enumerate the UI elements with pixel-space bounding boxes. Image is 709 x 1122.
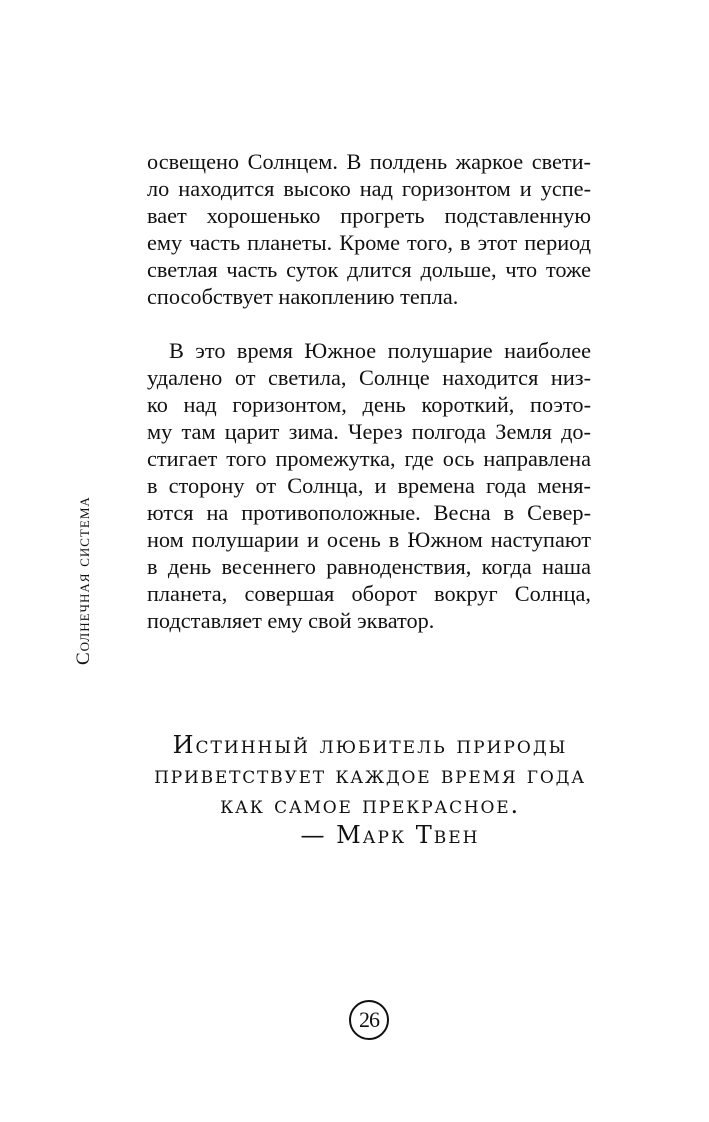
running-title-text: Солнечная система [73, 496, 94, 665]
text-line: удалено от светила, Солнце находится низ- [147, 365, 591, 390]
text-line: стигает того промежутка, где ось направлена [147, 446, 591, 471]
text-line: освещено Солнцем. В полдень жаркое свети- [147, 149, 591, 174]
text-line: ном полушарии и осень в Южном наступают [147, 527, 591, 552]
text-line: светлая часть суток длится дольше, что тоже [147, 257, 591, 282]
quote-line: Истинный любитель природы [172, 731, 568, 759]
page-number-badge [349, 1000, 389, 1040]
text-line: в сторону от Солнца, и времена года меня- [147, 473, 591, 498]
epigraph-quote [140, 730, 600, 850]
quote-line: как самое прекрасное. [220, 791, 520, 819]
text-line: ло находится высоко над горизонтом и успе- [147, 176, 591, 201]
main-text-block [147, 148, 591, 634]
quote-line: приветствует каждое время года [154, 761, 586, 789]
text-line: ко над горизонтом, день короткий, поэто- [147, 392, 591, 417]
text-line: в день весеннего равноденствия, когда наша [147, 554, 591, 579]
page-number: 26 [359, 1007, 379, 1032]
text-line: подставляет ему свой экватор. [147, 608, 435, 633]
text-line: способствует накоплению тепла. [147, 284, 459, 309]
text-line: планета, совершая оборот вокруг Солнца, [147, 581, 591, 606]
text-line: В это время Южное полушарие наиболее [169, 338, 591, 363]
running-title-vertical [73, 496, 95, 665]
quote-attribution: — Марк Твен [300, 821, 480, 849]
text-line: ются на противоположные. Весна в Север- [147, 500, 591, 525]
text-line: вает хорошенько прогреть подставленную [147, 203, 591, 228]
text-line: ему часть планеты. Кроме того, в этот период [147, 230, 591, 255]
paragraph-2 [147, 337, 591, 634]
paragraph-1 [147, 148, 591, 310]
text-line: му там царит зима. Через полгода Земля до- [147, 419, 591, 444]
